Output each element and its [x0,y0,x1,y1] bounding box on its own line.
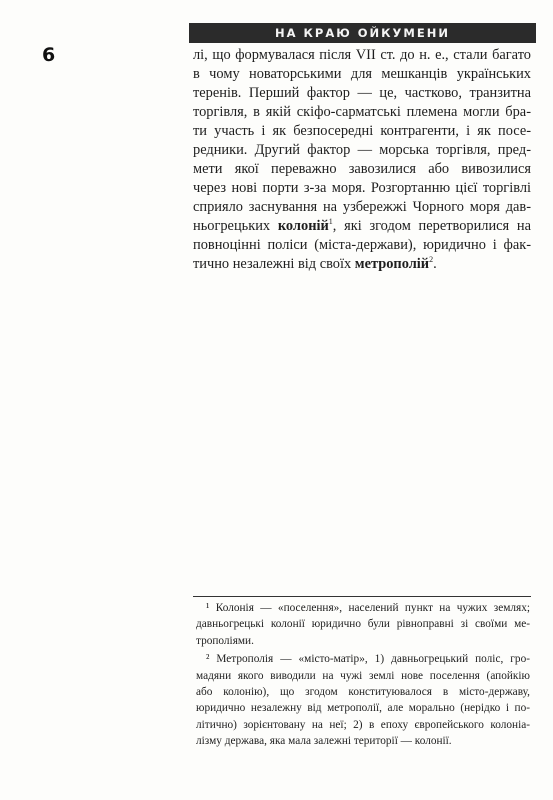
body-line: ти участь і як безпосередні контрагенти, і як посе- [193,123,531,139]
body-line [193,255,531,274]
footnote-line: або колонію), що згодом конституювалося в місто-державу, [196,686,530,699]
footnote-line: мадяни якого виводили на чужі землі нове поселення (апойкію [196,669,530,682]
footnote-line: лізму держава, яка мала залежні території — колонії. [196,735,452,748]
footnote-line: літично) зорієнтовану на неї; 2) в епоху європейського колоніа- [196,718,530,731]
running-header [189,23,536,43]
body-line: повноцінні поліси (міста-держави), юридично і фак- [193,237,531,253]
body-line: сприяло заснування на узбережжі Чорного моря дав- [193,199,531,215]
term-colonies: колоній [277,218,329,234]
body-line: мети якої переважно завозилися або вивозилися [193,161,531,177]
running-title: НА КРАЮ ОЙКУМЕНИ [275,26,450,40]
footnote-ref-1: 1 [328,217,333,227]
body-text [193,46,531,274]
text-run: тично незалежні від своїх [193,256,355,272]
footnote-line: трополіями. [196,634,254,647]
term-metropoleis: метрополій [354,256,430,272]
footnotes [196,600,530,752]
body-line: теренів. Перший фактор — це, частково, транзитна [193,85,531,101]
footnote-separator [193,596,531,597]
body-line: лі, що формувалася після VII ст. до н. е., стали багато [193,47,531,63]
body-line [193,217,531,236]
footnote-2 [196,651,530,749]
page-number: 6 [42,44,56,66]
text-run: . [433,256,437,272]
text-run: , які згодом перетворилися на [332,218,531,234]
footnote-ref-2: 2 [429,255,434,265]
footnote-1 [196,600,530,649]
footnote-line: ¹ Колонія — «поселення», населений пункт на чужих землях; [206,602,530,614]
body-line: в чому новаторськими для мешканців українських [193,66,531,82]
text-run: ньогрецьких [193,218,278,234]
footnote-line: давньогрецькі колонії юридично були рівноправні зі своїми ме- [196,618,530,631]
body-line: редники. Другий фактор — морська торгівля, пред- [193,142,531,158]
footnote-line: ² Метрополія — «місто-матір», 1) давньогрецький поліс, гро- [206,653,530,666]
body-line: торгівля, в якій скіфо-сарматські племена могли бра- [193,104,531,120]
footnote-line: юридично незалежну від метрополії, але морально (нерідко і по- [196,702,530,715]
body-line: через нові порти з-за моря. Розгортанню цієї торгівлі [193,180,531,196]
